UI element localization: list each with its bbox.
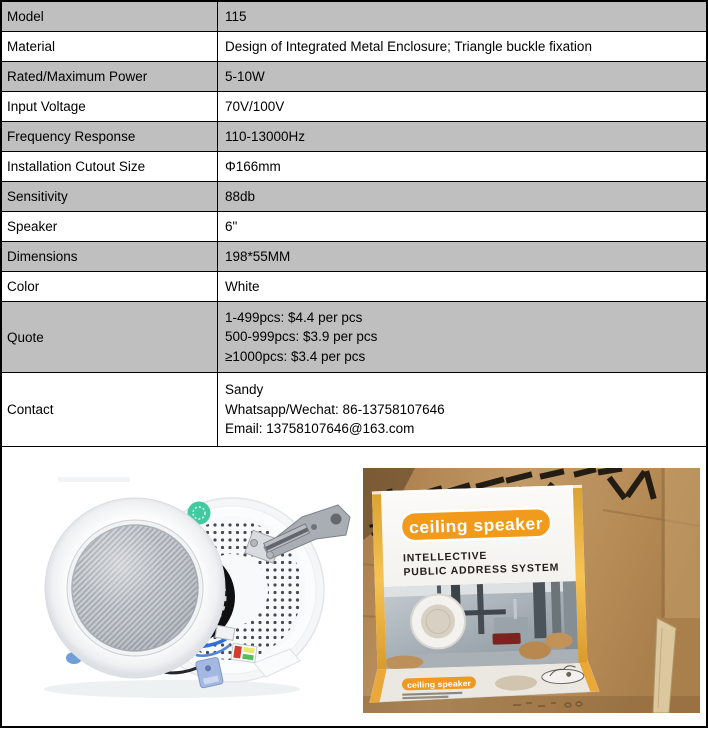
label-text: Color — [7, 279, 40, 294]
label-text: Dimensions — [7, 249, 78, 264]
row-value — [218, 373, 706, 446]
spec-row-voltage — [2, 92, 706, 122]
spec-row-quote — [2, 302, 706, 373]
box-subtitle-line2: PUBLIC ADDRESS SYSTEM — [403, 561, 560, 579]
spec-row-model — [2, 2, 706, 32]
row-value — [218, 62, 706, 91]
value-text: 70V/100V — [225, 98, 285, 114]
value-text: 5-10W — [225, 68, 265, 84]
value-text: 198*55MM — [225, 248, 291, 264]
value-text: Design of Integrated Metal Enclosure; Triangle buckle fixation — [225, 38, 592, 54]
value-text: 110-13000Hz — [225, 128, 306, 144]
label-text: Speaker — [7, 219, 58, 234]
label-text: Material — [7, 39, 56, 54]
row-value — [218, 2, 706, 31]
row-label — [2, 242, 218, 271]
quote-tier-1: 1-499pcs: $4.4 per pcs — [225, 309, 363, 325]
row-label — [2, 62, 218, 91]
blue-clamp — [195, 657, 223, 688]
row-value — [218, 32, 706, 61]
row-label — [2, 272, 218, 301]
quote-tier-2: 500-999pcs: $3.9 per pcs — [225, 329, 378, 345]
label-text: Frequency Response — [7, 129, 136, 144]
spec-row-color — [2, 272, 706, 302]
box-product-photo — [363, 468, 700, 713]
contact-whatsapp: Whatsapp/Wechat: 86-13758107646 — [225, 401, 445, 417]
box-subtitle-line1: INTELLECTIVE — [402, 549, 488, 565]
spec-row-cutout — [2, 152, 706, 182]
row-value — [218, 92, 706, 121]
box-logo-text: ceiling speaker — [408, 514, 540, 538]
terminal-block — [215, 625, 235, 640]
quote-tier-3: ≥1000pcs: $3.4 per pcs — [225, 348, 366, 364]
row-value — [218, 152, 706, 181]
row-value — [218, 122, 706, 151]
row-label — [2, 2, 218, 31]
value-text: Φ166mm — [225, 158, 281, 174]
contact-email: Email: 13758107646@163.com — [225, 421, 415, 437]
value-text: 88db — [225, 188, 256, 204]
label-text: Sensitivity — [7, 189, 68, 204]
spec-row-speaker — [2, 212, 706, 242]
row-label — [2, 32, 218, 61]
value-text: 6" — [225, 218, 238, 234]
row-label — [2, 373, 218, 446]
label-text: Rated/Maximum Power — [7, 69, 148, 84]
spec-row-dimensions — [2, 242, 706, 272]
spec-row-power — [2, 62, 706, 92]
label-text: Model — [7, 9, 44, 24]
row-value — [218, 212, 706, 241]
row-label — [2, 302, 218, 372]
label-text: Contact — [7, 402, 54, 417]
speaker-front-view — [45, 498, 225, 678]
row-label — [2, 122, 218, 151]
value-text: 115 — [225, 8, 247, 24]
label-text: Input Voltage — [7, 99, 86, 114]
speaker-product-photo — [2, 447, 362, 726]
row-label — [2, 152, 218, 181]
product-photos-cell — [2, 447, 706, 726]
row-value — [218, 302, 706, 372]
row-label — [2, 92, 218, 121]
row-label — [2, 182, 218, 211]
label-text: Quote — [7, 329, 44, 345]
contact-name: Sandy — [225, 382, 264, 398]
speaker-box — [363, 484, 599, 702]
photo-smudge — [58, 477, 130, 482]
box-bottom-logo-text: ceiling speaker — [406, 679, 465, 690]
spec-row-contact — [2, 373, 706, 447]
row-value — [218, 182, 706, 211]
row-value — [218, 272, 706, 301]
row-value — [218, 242, 706, 271]
label-text: Installation Cutout Size — [7, 159, 146, 174]
row-label — [2, 212, 218, 241]
spec-row-sensitivity — [2, 182, 706, 212]
spec-row-material — [2, 32, 706, 62]
spec-row-frequency — [2, 122, 706, 152]
spec-sticker — [231, 643, 257, 662]
value-text: White — [225, 278, 260, 294]
speaker-shadow — [44, 680, 300, 698]
